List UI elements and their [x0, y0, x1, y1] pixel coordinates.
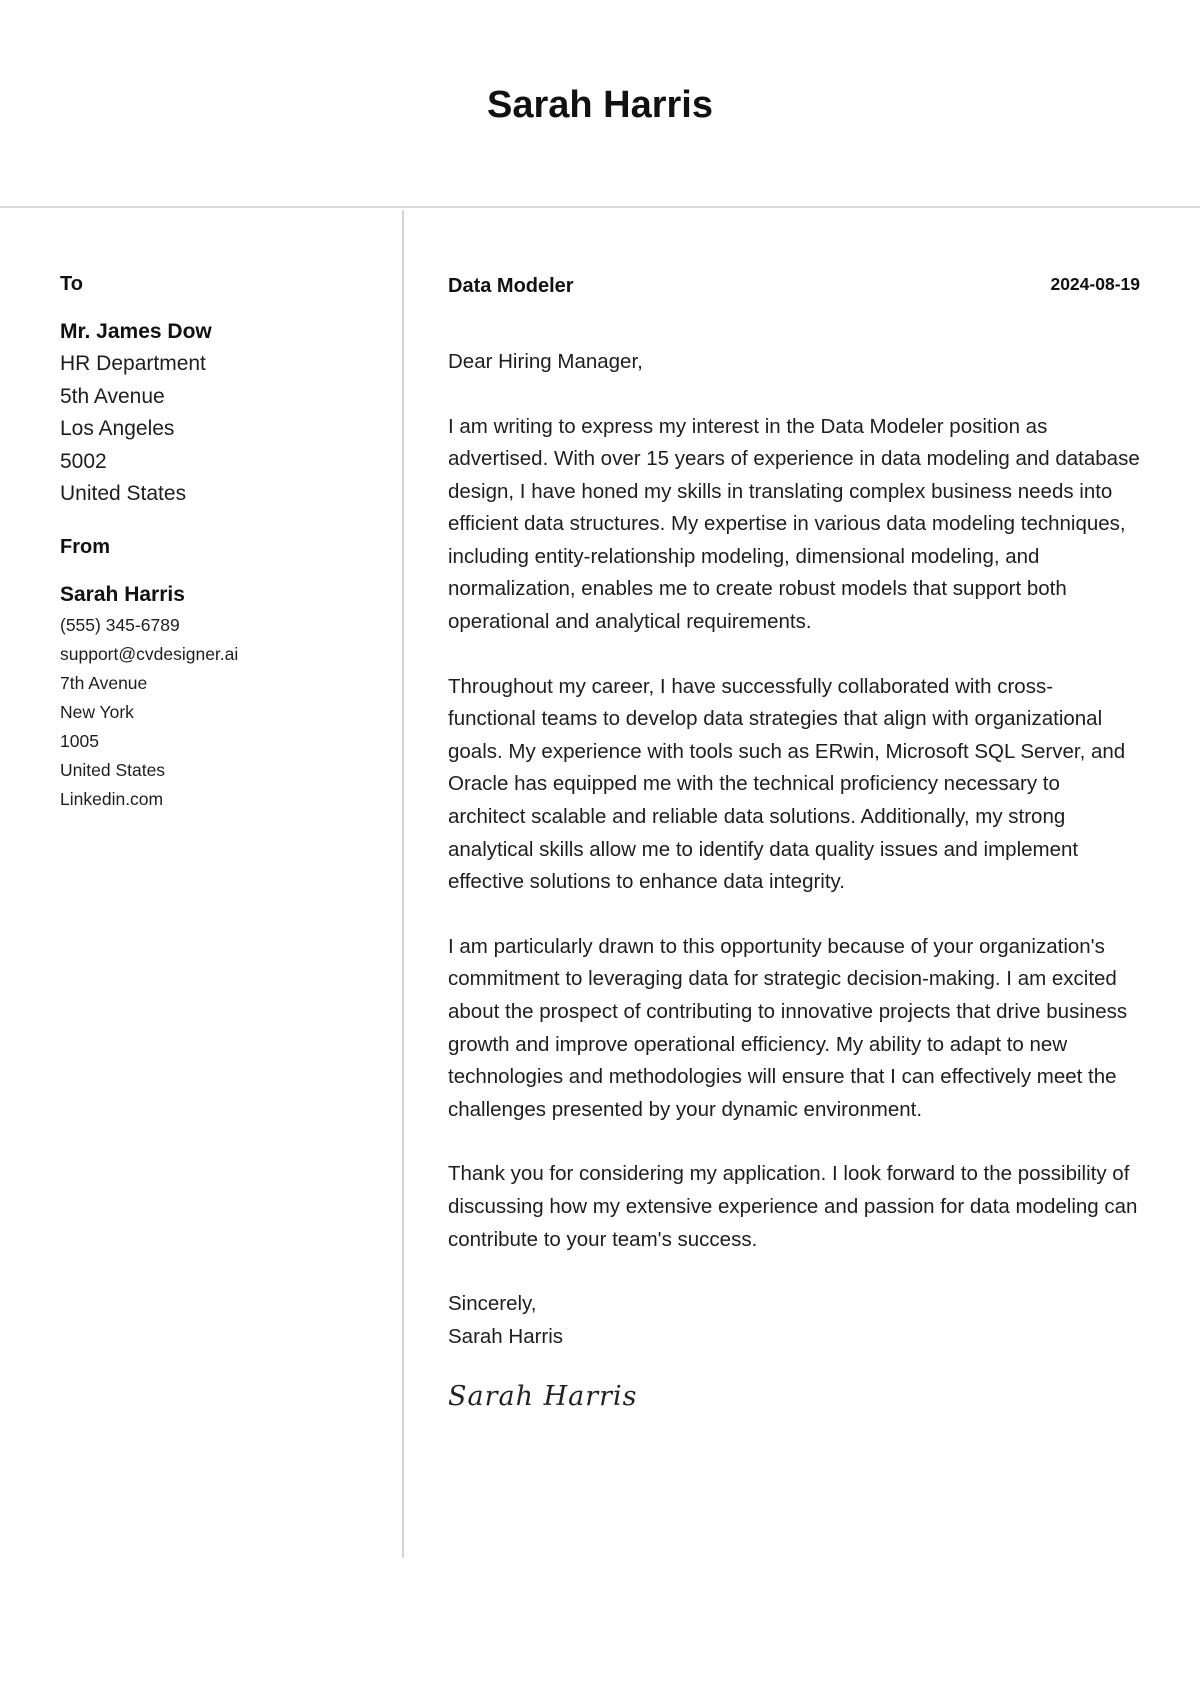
closing-block — [448, 1288, 1140, 1353]
address-sidebar — [60, 270, 380, 814]
letter-paragraph: I am particularly drawn to this opportunity because of your organization's commitment to leveraging data for strategic decision-making. I am excited about the prospect of contributing to innovative projects that drive business growth and improve operational efficiency. My ability to adapt to new technologies and methodologies will ensure that I can effectively meet the challenges presented by your dynamic environment. — [448, 934, 1128, 1121]
to-label: To — [60, 273, 83, 295]
job-title: Data Modeler — [448, 275, 574, 297]
salutation: Dear Hiring Manager, — [448, 350, 643, 373]
recipient-city: Los Angeles — [60, 417, 175, 440]
sender-postal-code: 1005 — [60, 730, 99, 751]
closing-name: Sarah Harris — [448, 1324, 564, 1348]
recipient-street: 5th Avenue — [60, 384, 165, 408]
recipient-department: HR Department — [60, 352, 206, 375]
handwritten-signature: Sarah Harris — [448, 1381, 638, 1413]
sender-country: United States — [60, 759, 166, 780]
page-header — [0, 0, 1200, 208]
letter-paragraph: Throughout my career, I have successfully collaborated with cross-functional teams to develop data strategies that align with organizational goals. My experience with tools such as ERwin, Microsoft SQL Server, and Oracle has equipped me with the technical proficiency necessary to architect scalable and reliable data solutions. Additionally, my strong analytical skills allow me to identify data quality issues and implement effective solutions to enhance data integrity. — [448, 674, 1126, 894]
letter-body — [448, 270, 1140, 1417]
letter-date: 2024-08-19 — [1050, 274, 1140, 294]
sender-name: Sarah Harris — [60, 582, 185, 606]
recipient-name: Mr. James Dow — [60, 320, 212, 343]
sender-street: 7th Avenue — [60, 672, 148, 693]
from-label: From — [60, 535, 110, 558]
applicant-name-heading: Sarah Harris — [486, 84, 713, 126]
sender-email: support@cvdesigner.ai — [60, 643, 239, 664]
letter-heading-row — [448, 270, 1140, 302]
column-divider — [402, 210, 404, 1558]
sender-linkedin: Linkedin.com — [60, 788, 164, 809]
recipient-postal-code: 5002 — [60, 449, 107, 473]
letter-paragraph: I am writing to express my interest in the Data Modeler position as advertised. With over 15 years of experience in data modeling and database design, I have honed my skills in translating complex business needs into efficient data structures. My expertise in various data modeling techniques, including entity-relationship modeling, dimensional modeling, and normalization, enables me to create robust models that support both operational and analytical requirements. — [448, 414, 1140, 634]
closing-phrase: Sincerely, — [448, 1292, 537, 1316]
sender-phone: (555) 345-6789 — [60, 614, 180, 635]
recipient-country: United States — [60, 482, 187, 505]
sender-city: New York — [60, 701, 134, 722]
sender-block — [60, 533, 380, 814]
recipient-block — [60, 270, 380, 511]
letter-paragraph: Thank you for considering my application. I look forward to the possibility of discussing how my extensive experience and passion for data modeling can contribute to your team's success. — [448, 1162, 1138, 1251]
